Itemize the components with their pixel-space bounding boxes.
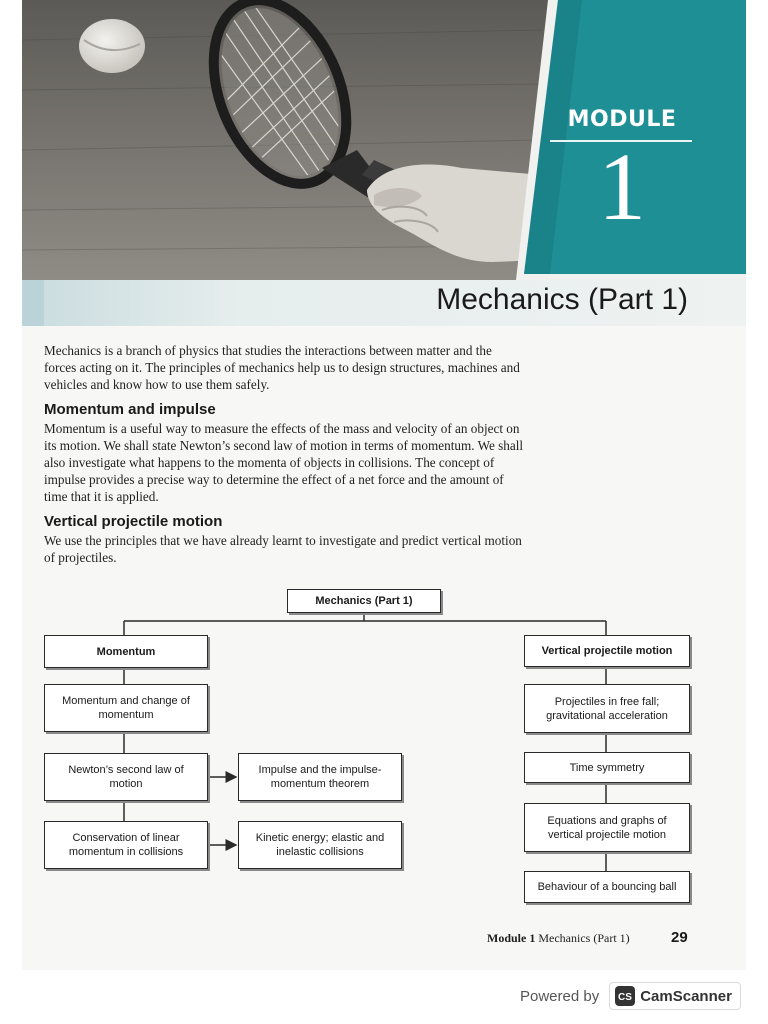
powered-by-label: Powered by [520,987,600,1005]
concept-conservation-momentum: Conservation of linear momentum in collisions [44,821,208,869]
camscanner-logo-text: CS [618,992,633,1003]
concept-momentum: Momentum [44,635,208,668]
textbook-page [22,0,746,970]
scanner-watermark [520,982,741,1010]
concept-time-symmetry: Time symmetry [524,752,690,783]
concept-newtons-second-law: Newton’s second law of motion [44,753,208,801]
section-heading-momentum: Momentum and impulse [44,401,216,418]
running-footer [487,931,630,946]
module-label: MODULE [567,107,677,132]
body-text [44,342,524,574]
title-band-accent [22,280,44,326]
concept-momentum-change: Momentum and change of momentum [44,684,208,732]
section-paragraph-momentum: Momentum is a useful way to measure the effects of the mass and velocity of an object on its motion. We shall state Newton’s second law of motion in terms of momentum. We shall also investigate what happens to the momenta of objects in collisions. The concept of impulse provides a precise way to determine the effect of a net force and the amount of time that it is applied. [44,421,524,504]
camscanner-logo-icon [615,986,635,1006]
camscanner-brand: CamScanner [640,987,732,1005]
intro-paragraph: Mechanics is a branch of physics that studies the interactions between matter and the forces acting on it. The principles of mechanics help us to design structures, machines and vehicles and know how to use them safely. [44,343,520,392]
concept-kinetic-energy: Kinetic energy; elastic and inelastic collisions [238,821,402,869]
page-title: Mechanics (Part 1) [436,283,688,316]
footer-title: Mechanics (Part 1) [538,931,630,945]
concept-free-fall: Projectiles in free fall; gravitational acceleration [524,684,690,733]
footer-module: Module 1 [487,931,536,945]
section-paragraph-projectile: We use the principles that we have already learnt to investigate and predict vertical motion of projectiles. [44,533,522,565]
concept-root: Mechanics (Part 1) [287,589,441,613]
camscanner-badge [609,982,741,1010]
module-number: 1 [598,133,646,240]
concept-impulse-theorem: Impulse and the impulse-momentum theorem [238,753,402,801]
concept-map [22,585,746,915]
concept-bouncing-ball: Behaviour of a bouncing ball [524,871,690,903]
concept-vertical-projectile: Vertical projectile motion [524,635,690,667]
page-number: 29 [671,929,688,946]
concept-equations-graphs: Equations and graphs of vertical projectile motion [524,803,690,852]
section-heading-projectile: Vertical projectile motion [44,513,223,530]
